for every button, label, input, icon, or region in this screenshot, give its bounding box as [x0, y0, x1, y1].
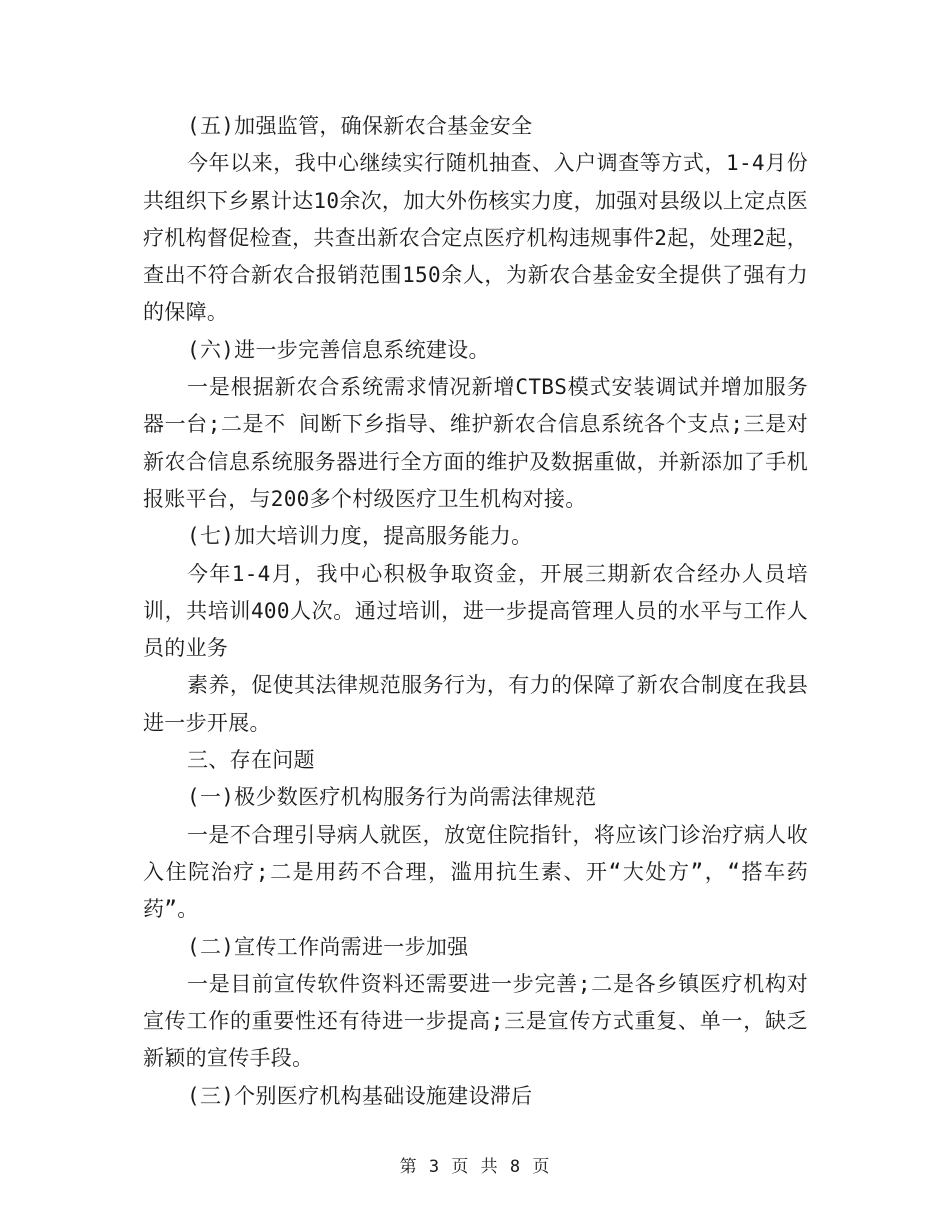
section-heading-5: (五)加强监管，确保新农合基金安全 — [187, 114, 533, 138]
section-heading-6: (六)进一步完善信息系统建设。 — [187, 337, 490, 362]
problem-heading-1: (一)极少数医疗机构服务行为尚需法律规范 — [187, 785, 597, 810]
paragraph-supervision: 今年以来，我中心继续实行随机抽查、入户调查等方式，1-4月份共组织下乡累计达10余次，加大外伤核实力度，加强对县级以上定点医疗机构督促检查，共查出新农合定点医疗机构违规事件2起，处理2起，查出不符合新农合报销范围150余人，为新农合基金安全提供了强有力的保障。 — [143, 151, 808, 325]
problem-heading-3: (三)个别医疗机构基础设施建设滞后 — [187, 1083, 533, 1108]
paragraph-training-continued: 素养，促使其法律规范服务行为，有力的保障了新农合制度在我县进一步开展。 — [143, 673, 808, 735]
paragraph-problem-1: 一是不合理引导病人就医，放宽住院指针，将应该门诊治疗病人收入住院治疗;二是用药不合理，滥用抗生素、开“大处方”，“搭车药药”。 — [143, 822, 808, 922]
section-title-problems: 三、存在问题 — [187, 748, 315, 773]
page-number: 第 3 页 共 8 页 — [399, 1157, 551, 1177]
document-body — [143, 108, 808, 1115]
section-heading-7: (七)加大培训力度，提高服务能力。 — [187, 524, 533, 549]
paragraph-training: 今年1-4月，我中心积极争取资金，开展三期新农合经办人员培训，共培训400人次。通过培训，进一步提高管理人员的水平与工作人员的业务 — [143, 561, 808, 661]
problem-heading-2: (二)宣传工作尚需进一步加强 — [187, 934, 469, 959]
paragraph-information-system: 一是根据新农合系统需求情况新增CTBS模式安装调试并增加服务器一台;二是不 间断下乡指导、维护新农合信息系统各个支点;三是对新农合信息系统服务器进行全方面的维护及数据重做，并新添加了手机报账平台，与200多个村级医疗卫生机构对接。 — [143, 375, 808, 511]
paragraph-problem-2: 一是目前宣传软件资料还需要进一步完善;二是各乡镇医疗机构对宣传工作的重要性还有待进一步提高;三是宣传方式重复、单一，缺乏新颖的宣传手段。 — [143, 971, 808, 1071]
